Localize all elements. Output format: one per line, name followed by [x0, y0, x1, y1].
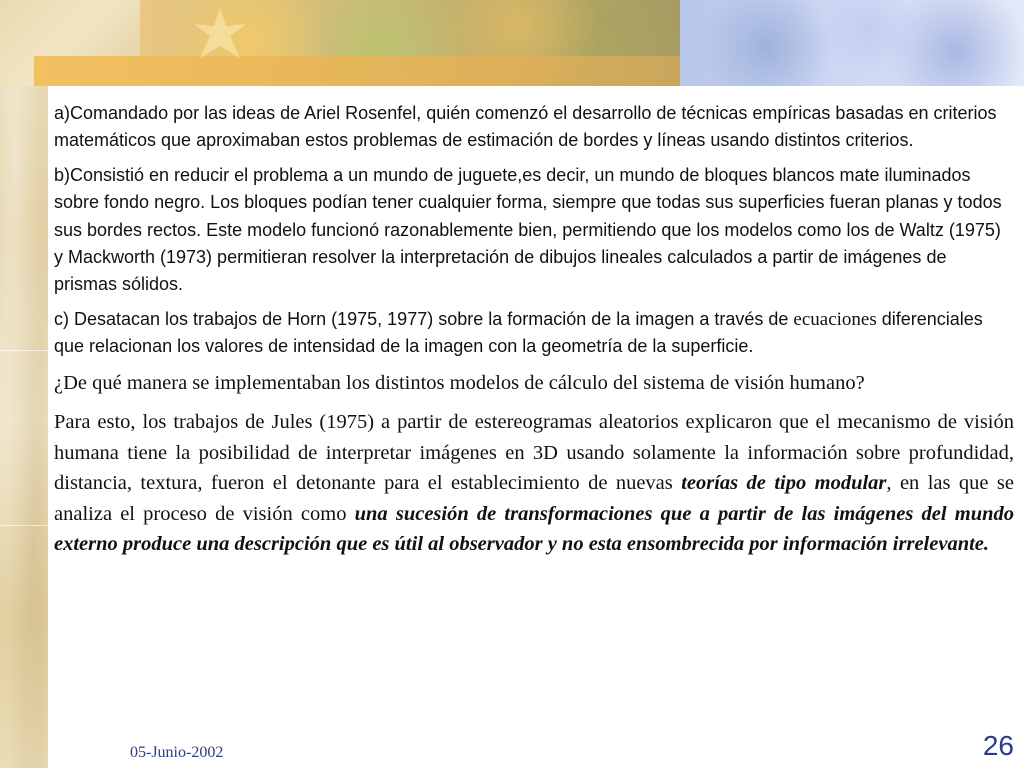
- paragraph-b: b)Consistió en reducir el problema a un mundo de juguete,es decir, un mundo de bloques blancos mate iluminados sobre fondo negro. Los bloques podían tener cualquier forma, siempre que todas sus superficies fueran planas y todos sus bordes rectos. Este modelo funcionó razonablemente bien, permitiendo que los modelos como los de Waltz (1975) y Mackworth (1973) permitieran resolver la interpretación de dibujos lineales calculados a partir de imágenes de prismas sólidos.: [54, 164, 1002, 295]
- banner-accent-bar: [34, 56, 680, 86]
- paragraph-c-part-1: c) Desatacan los trabajos de Horn (1975, 1977) sobre la formación de la imagen a través de: [54, 308, 794, 329]
- answer-emphasis-2: una sucesión de transformaciones que a partir de las imágenes del mundo externo produce una descripción que es útil al observador y no esta ensombrecida por información irrelevante.: [54, 502, 1014, 556]
- answer-emphasis-1: teorías de tipo modular: [681, 472, 887, 495]
- page-number: 26: [982, 730, 1014, 761]
- left-decorative-strip: [0, 0, 48, 768]
- strip-divider: [0, 350, 48, 351]
- answer-text: [54, 407, 1014, 560]
- answer-part-1: Para esto, los trabajos de Jules (1975) a partir de estereogramas aleatorios explicaron que el mecanismo de visión humana tiene la posibilidad de interpretar imágenes en 3D usando solamente la información sobre profundidad, distancia, textura, fueron el detonante para el establecimiento de nuevas: [54, 411, 1014, 495]
- header-banner: [0, 0, 1024, 86]
- paragraph-c-part-3: diferenciales que relacionan los valores de intensidad de la imagen con la geometría de la superficie.: [54, 308, 983, 357]
- strip-divider: [0, 525, 48, 526]
- paragraph-c: [54, 306, 1014, 361]
- paragraph-c-term: ecuaciones: [793, 308, 877, 330]
- leaf-icon: [190, 6, 250, 66]
- answer-part-2: , en las que se analiza el proceso de visión como: [54, 472, 1015, 525]
- slide-body: [54, 100, 1014, 560]
- banner-tile-blue: [680, 0, 1024, 86]
- question-text: ¿De qué manera se implementaban los distintos modelos de cálculo del sistema de visión humano?: [54, 371, 865, 394]
- paragraph-a: a)Comandado por las ideas de Ariel Rosenfel, quién comenzó el desarrollo de técnicas empíricas basadas en criterios matemáticos que aproximaban estos problemas de estimación de bordes y líneas usando distintos criterios.: [54, 103, 997, 151]
- footer-date: 05-Junio-2002: [130, 744, 224, 761]
